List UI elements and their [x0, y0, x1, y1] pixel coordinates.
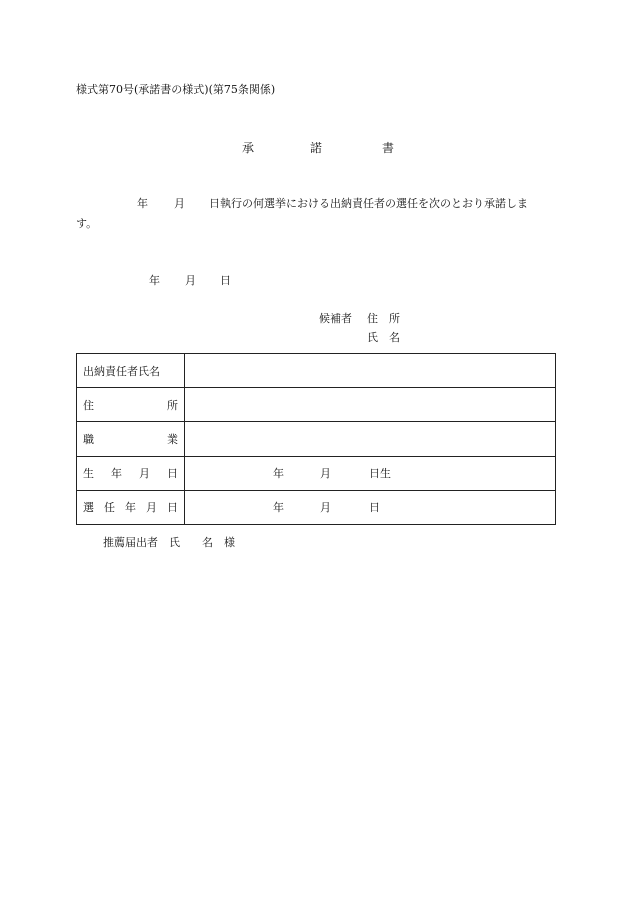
label-char: 住: [83, 398, 94, 412]
label-char: 選: [83, 501, 94, 515]
row-label-address: [77, 388, 185, 422]
candidate-label: 候補者: [319, 312, 352, 325]
table-row: [77, 354, 556, 388]
label-text: 出納責任者氏名: [83, 364, 160, 378]
birthdate-month: 月: [320, 467, 331, 481]
table-row: [77, 456, 556, 490]
body-month: 月: [174, 197, 185, 210]
appointment-day: 日: [369, 501, 380, 515]
label-char: 業: [167, 432, 178, 446]
label-char: 職: [83, 432, 94, 446]
form-id: 様式第70号(承諾書の様式)(第75条関係): [76, 83, 276, 96]
document-title-char-3: 書: [382, 141, 395, 155]
label-char: 生: [83, 467, 94, 481]
date-year: 年: [149, 274, 160, 287]
recommender-addressee: 推薦届出者 氏 名 様: [103, 536, 235, 549]
accountant-name-field[interactable]: [185, 354, 556, 388]
appointment-month: 月: [320, 501, 331, 515]
label-char: 月: [139, 467, 150, 481]
table-row: [77, 388, 556, 422]
row-label-occupation: [77, 422, 185, 456]
candidate-address-label: 住 所: [367, 312, 400, 325]
table-row: [77, 422, 556, 456]
date-month: 月: [185, 274, 196, 287]
body-text: 日執行の何選挙における出納責任者の選任を次のとおり承諾しま: [209, 197, 528, 210]
body-text-continuation: す。: [76, 217, 98, 230]
row-label-accountant-name: [77, 354, 185, 388]
label-char: 年: [111, 467, 122, 481]
document-title-char-1: 承: [242, 141, 255, 155]
row-label-appointment-date: [77, 490, 185, 524]
birthdate-field[interactable]: [185, 456, 556, 490]
label-char: 年: [125, 501, 136, 515]
occupation-field[interactable]: [185, 422, 556, 456]
appointment-date-field[interactable]: [185, 490, 556, 524]
label-char: 任: [104, 501, 115, 515]
date-day: 日: [220, 274, 231, 287]
label-char: 日: [167, 467, 178, 481]
document-title-char-2: 諾: [310, 141, 323, 155]
address-field[interactable]: [185, 388, 556, 422]
table-row: [77, 490, 556, 524]
candidate-name-label: 氏 名: [367, 331, 400, 344]
row-label-birthdate: [77, 456, 185, 490]
body-year: 年: [137, 197, 148, 210]
birthdate-day: 日生: [369, 467, 391, 481]
label-char: 所: [167, 398, 178, 412]
appointment-year: 年: [273, 501, 284, 515]
label-char: 月: [146, 501, 157, 515]
label-char: 日: [167, 501, 178, 515]
birthdate-year: 年: [273, 467, 284, 481]
accountant-info-table: [76, 353, 556, 525]
